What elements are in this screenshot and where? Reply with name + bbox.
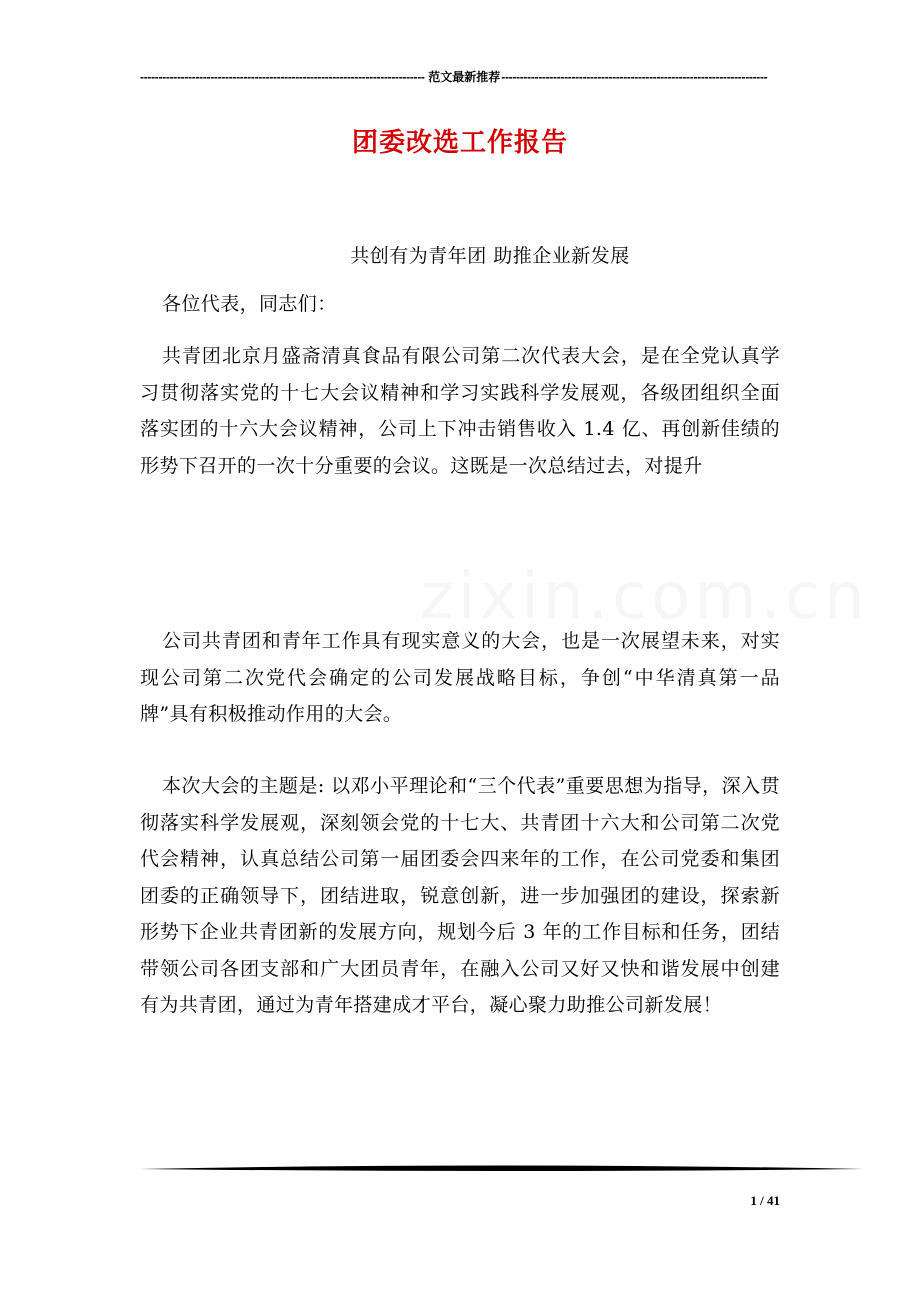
paragraph-3: 本次大会的主题是: 以邓小平理论和“三个代表”重要思想为指导，深入贯彻落实科学发展观，深刻领会党的十七大、共青团十六大和公司第二次党代会精神，认真总结公司第一届团委会四来年的工作，在公司党委和集团团委的正确领导下，团结进取，锐意创新，进一步加强团的建设，探索新形势下企业共青团新的发展方向，规划今后 3 年的工作目标和任务，团结带领公司各团支部和广大团员青年，在融入公司又好又快和谐发展中创建有为共青团，通过为青年搭建成才平台，凝心聚力助推公司新发展！ [140, 775, 780, 1016]
header-dashes-right: ------------------------------------------------------------------------ [501, 69, 768, 84]
header-line [140, 68, 770, 85]
footer-divider [140, 1163, 864, 1175]
document-subtitle: 共创有为青年团 助推企业新发展 [350, 245, 630, 267]
paragraph-2: 公司共青团和青年工作具有现实意义的大会，也是一次展望未来，对实现公司第二次党代会确定的公司发展战略目标，争创“中华清真第一品牌”具有积极推动作用的大会。 [140, 630, 780, 725]
salutation: 各位代表，同志们： [162, 293, 337, 315]
header-label: 范文最新推荐 [428, 70, 501, 84]
header-dashes-left: ----------------------------------------------------------------------------- [140, 69, 425, 84]
document-title: 团委改选工作报告 [351, 128, 568, 158]
page-number: 1 / 41 [750, 1193, 780, 1208]
paragraph-1: 共青团北京月盛斋清真食品有限公司第二次代表大会，是在全党认真学习贯彻落实党的十七大会议精神和学习实践科学发展观，各级团组织全面落实团的十六大会议精神，公司上下冲击销售收入 1.4 亿、再创新佳绩的形势下召开的一次十分重要的会议。这既是一次总结过去，对提升 [140, 345, 780, 477]
